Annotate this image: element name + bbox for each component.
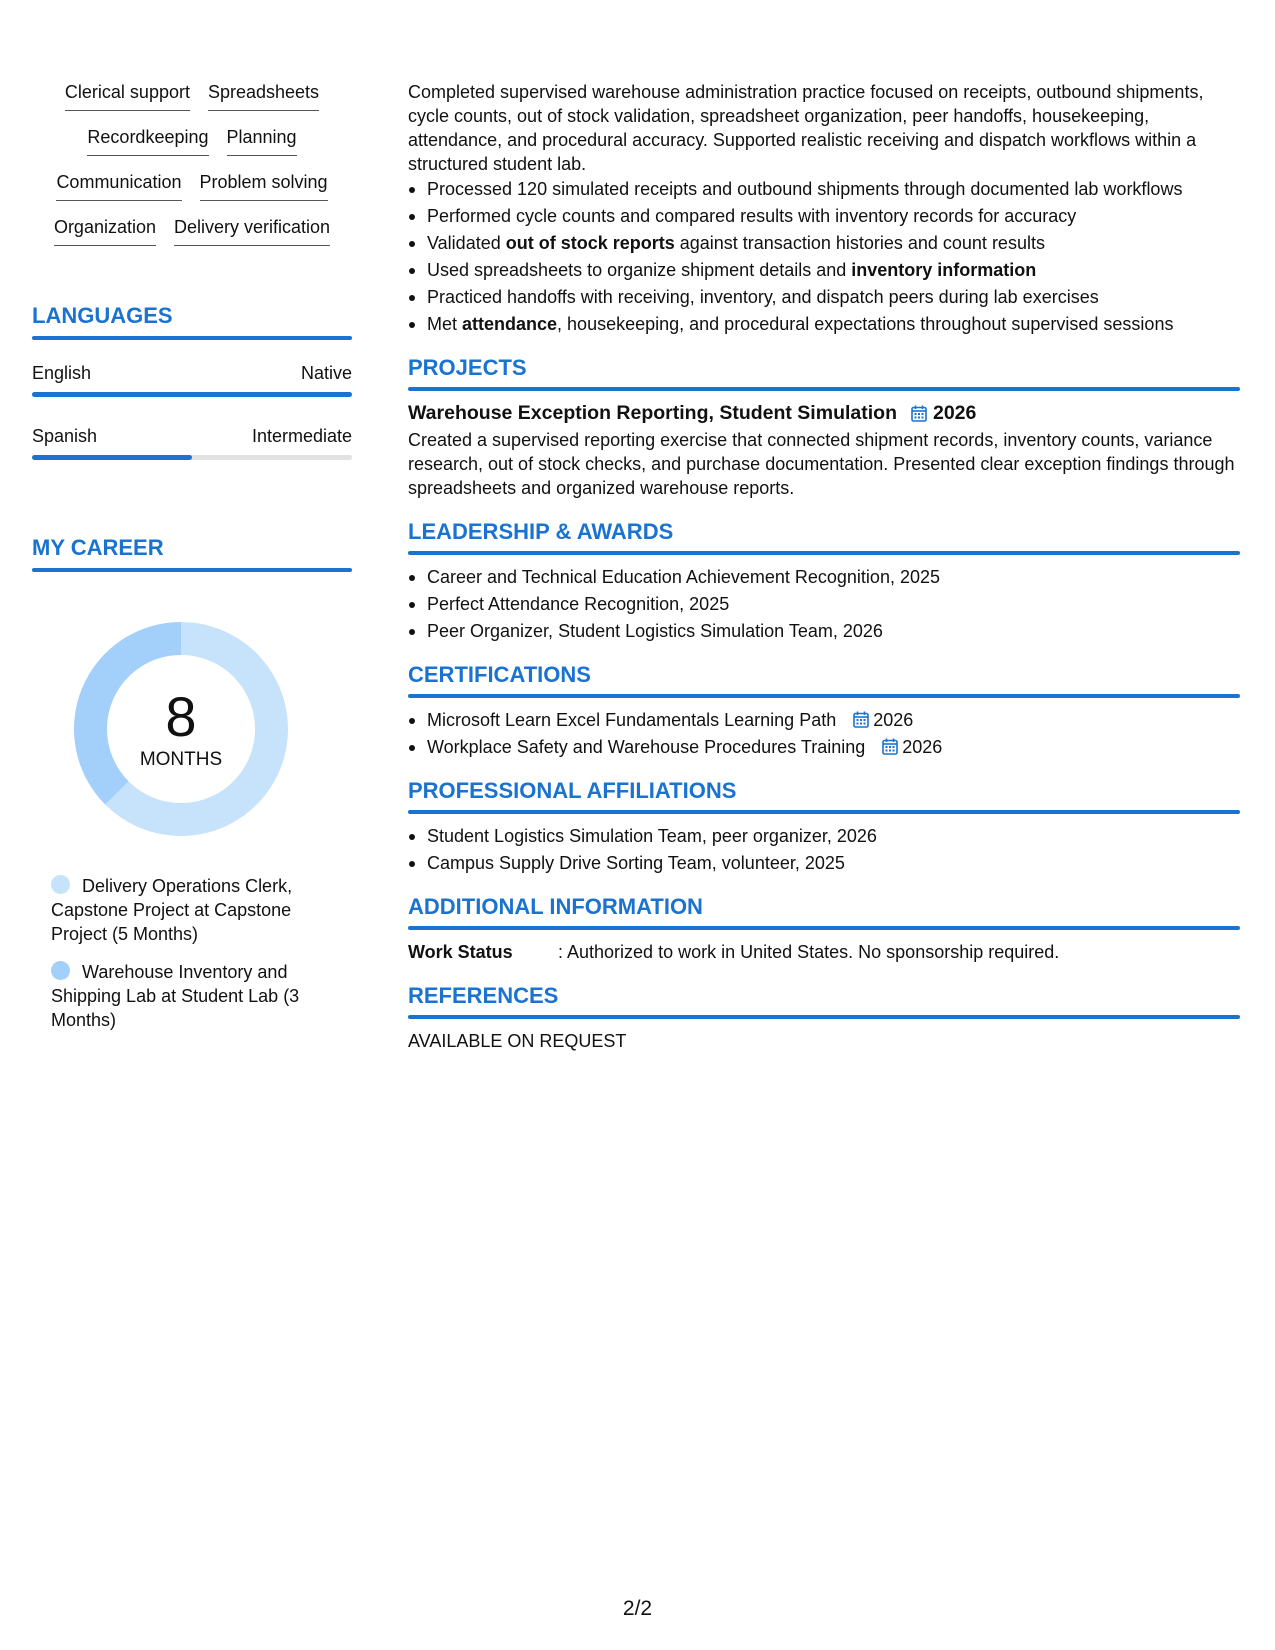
experience-summary: Completed supervised warehouse administration practice focused on receipts, outbound shipments, cycle counts, out of stock validation, spreadsheet organization, peer handoffs, housekeeping, attendance, and procedural accuracy. Supported realistic receiving and dispatch workflows within a structured student lab. xyxy=(408,82,1204,174)
list-item xyxy=(408,708,1240,732)
language-proficiency-bar xyxy=(32,455,352,460)
legend-label: Delivery Operations Clerk, Capstone Project at Capstone Project (5 Months) xyxy=(51,876,293,944)
career-total-unit: MONTHS xyxy=(139,749,223,770)
list-item: Student Logistics Simulation Team, peer organizer, 2026 xyxy=(408,824,1240,848)
certification-year: 2026 xyxy=(873,710,914,730)
skill-tag: Organization xyxy=(54,215,156,246)
career-section xyxy=(32,534,352,1032)
language-item xyxy=(32,425,352,460)
section-divider xyxy=(408,387,1240,391)
leadership-list xyxy=(408,565,1240,643)
skill-tag: Spreadsheets xyxy=(208,80,319,111)
project-description: Created a supervised reporting exercise that connected shipment records, inventory counts, variance research, out of stock checks, and purchase documentation. Presented clear exception findings through spreadsheets and organized warehouse reports. xyxy=(408,430,1235,498)
section-divider xyxy=(32,568,352,572)
languages-section xyxy=(32,302,352,460)
skill-tag: Clerical support xyxy=(65,80,190,111)
section-divider xyxy=(408,810,1240,814)
section-divider xyxy=(408,1015,1240,1019)
project-name: Warehouse Exception Reporting, Student Simulation xyxy=(408,402,897,424)
language-item xyxy=(32,362,352,397)
career-heading: MY CAREER xyxy=(32,535,164,560)
calendar-icon xyxy=(882,738,898,755)
list-item: Met attendance, housekeeping, and procedural expectations throughout supervised sessions xyxy=(408,312,1240,336)
additional-info-section xyxy=(408,893,1240,964)
language-proficiency-bar xyxy=(32,392,352,397)
skills-row xyxy=(32,80,352,125)
legend-item xyxy=(51,874,302,946)
certification-year: 2026 xyxy=(902,737,943,757)
certification-name: Microsoft Learn Excel Fundamentals Learning Path xyxy=(427,710,837,730)
career-total-months: 8 xyxy=(165,685,197,748)
experience-section xyxy=(408,80,1240,336)
section-divider xyxy=(408,694,1240,698)
list-item: Campus Supply Drive Sorting Team, volunteer, 2025 xyxy=(408,851,1240,875)
project-title-row xyxy=(408,401,1240,425)
skills-list xyxy=(32,80,352,260)
certification-name: Workplace Safety and Warehouse Procedures Training xyxy=(427,737,866,757)
references-section xyxy=(408,982,1240,1053)
list-item: Processed 120 simulated receipts and outbound shipments through documented lab workflows xyxy=(408,177,1240,201)
skill-tag: Communication xyxy=(56,170,181,201)
work-status-row xyxy=(408,940,1240,964)
calendar-icon xyxy=(853,711,869,728)
list-item: Validated out of stock reports against transaction histories and count results xyxy=(408,231,1240,255)
projects-section xyxy=(408,354,1240,500)
section-divider xyxy=(408,551,1240,555)
affiliations-list xyxy=(408,824,1240,875)
languages-heading: LANGUAGES xyxy=(32,303,173,328)
skill-tag: Problem solving xyxy=(200,170,328,201)
references-heading: REFERENCES xyxy=(408,983,559,1008)
language-name: Spanish xyxy=(32,426,98,446)
language-level: Intermediate xyxy=(251,426,352,446)
career-donut-chart xyxy=(66,614,296,844)
additional-info-heading: ADDITIONAL INFORMATION xyxy=(408,894,703,919)
experience-bullets xyxy=(408,177,1240,336)
skills-row xyxy=(32,215,352,260)
skill-tag: Recordkeeping xyxy=(87,125,208,156)
language-level: Native xyxy=(300,363,352,383)
work-status-label: Work Status xyxy=(408,942,513,962)
skills-row xyxy=(32,125,352,170)
list-item: Perfect Attendance Recognition, 2025 xyxy=(408,592,1240,616)
list-item: Peer Organizer, Student Logistics Simulation Team, 2026 xyxy=(408,619,1240,643)
legend-item xyxy=(51,960,302,1032)
certifications-section xyxy=(408,661,1240,759)
projects-heading: PROJECTS xyxy=(408,355,527,380)
right-column xyxy=(408,80,1240,1053)
project-year: 2026 xyxy=(932,402,977,424)
list-item: Practiced handoffs with receiving, inventory, and dispatch peers during lab exercises xyxy=(408,285,1240,309)
affiliations-section xyxy=(408,777,1240,875)
section-divider xyxy=(408,926,1240,930)
career-legend xyxy=(32,874,302,1032)
work-status-value: : Authorized to work in United States. No sponsorship required. xyxy=(558,942,1060,962)
certifications-heading: CERTIFICATIONS xyxy=(408,662,591,687)
references-text: AVAILABLE ON REQUEST xyxy=(408,1031,627,1051)
legend-dot xyxy=(51,875,70,894)
language-proficiency-fill xyxy=(32,455,192,460)
language-proficiency-fill xyxy=(32,392,352,397)
language-name: English xyxy=(32,363,92,383)
leadership-section xyxy=(408,518,1240,643)
leadership-heading: LEADERSHIP & AWARDS xyxy=(408,519,674,544)
legend-dot xyxy=(51,961,70,980)
calendar-icon xyxy=(911,405,927,422)
section-divider xyxy=(32,336,352,340)
skill-tag: Delivery verification xyxy=(174,215,330,246)
list-item xyxy=(408,735,1240,759)
list-item: Performed cycle counts and compared results with inventory records for accuracy xyxy=(408,204,1240,228)
skills-row xyxy=(32,170,352,215)
left-column xyxy=(32,80,352,1046)
list-item: Used spreadsheets to organize shipment details and inventory information xyxy=(408,258,1240,282)
affiliations-heading: PROFESSIONAL AFFILIATIONS xyxy=(408,778,737,803)
skill-tag: Planning xyxy=(227,125,297,156)
legend-label: Warehouse Inventory and Shipping Lab at Student Lab (3 Months) xyxy=(51,962,300,1030)
list-item: Career and Technical Education Achievement Recognition, 2025 xyxy=(408,565,1240,589)
certifications-list xyxy=(408,708,1240,759)
page-number: 2/2 xyxy=(622,1597,653,1620)
